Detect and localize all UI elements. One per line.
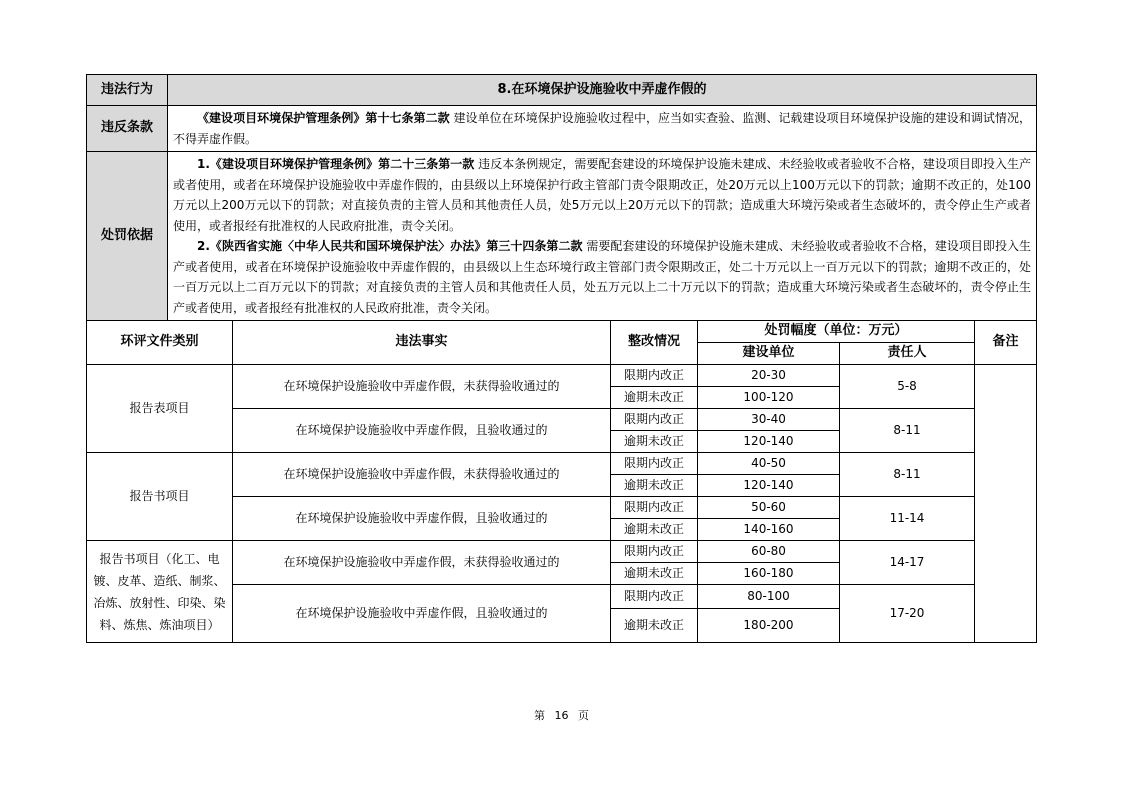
basis-text: 需要配套建设的环境保护设施未建成、未经验收或者验收不合格，建设项目即投入生产或者使用，或者在环境保护设施验收中弄虚作假的，由县级以上生态环境行政主管部门责令限期改正，处二十万元以上一百万元以下的罚款；逾期不改正的，处一百万元以上二百万元以下的罚款；对直接负责的主管人员和其他责任人员，处五万元以上二十万元以下的罚款；造成重大环境污染或者生态破坏的，责令停止生产或者使用，或者报经有批准权的人民政府批准，责令关闭。 <box>173 239 1031 315</box>
rectify-cell: 逾期未改正 <box>611 475 698 497</box>
fact-cell: 在环境保护设施验收中弄虚作假，且验收通过的 <box>233 497 611 541</box>
clause-content <box>168 106 1037 152</box>
rectify-cell: 限期内改正 <box>611 365 698 387</box>
unit-range-cell: 80-100 <box>698 585 840 609</box>
page-footer <box>0 707 1123 723</box>
table-row <box>87 365 1037 387</box>
unit-range-cell: 100-120 <box>698 387 840 409</box>
unit-range-cell: 30-40 <box>698 409 840 431</box>
basis-item <box>173 154 1031 236</box>
person-range-cell: 11-14 <box>840 497 975 541</box>
header-range: 处罚幅度（单位：万元） <box>698 321 975 343</box>
fact-cell: 在环境保护设施验收中弄虚作假，未获得验收通过的 <box>233 541 611 585</box>
violation-info-table <box>86 74 1037 321</box>
violation-label: 违法行为 <box>87 75 168 106</box>
table-row <box>87 453 1037 475</box>
rectify-cell: 限期内改正 <box>611 497 698 519</box>
basis-ref: 1.《建设项目环境保护管理条例》第二十三条第一款 <box>197 157 475 171</box>
footer-suffix: 页 <box>578 709 589 722</box>
category-cell: 报告书项目（化工、电镀、皮革、造纸、制浆、冶炼、放射性、印染、染料、炼焦、炼油项目） <box>87 541 233 643</box>
person-range-cell: 17-20 <box>840 585 975 643</box>
fact-cell: 在环境保护设施验收中弄虚作假，未获得验收通过的 <box>233 365 611 409</box>
header-unit: 建设单位 <box>698 343 840 365</box>
rectify-cell: 限期内改正 <box>611 453 698 475</box>
category-cell: 报告书项目 <box>87 453 233 541</box>
rectify-cell: 逾期未改正 <box>611 519 698 541</box>
unit-range-cell: 50-60 <box>698 497 840 519</box>
fact-cell: 在环境保护设施验收中弄虚作假，未获得验收通过的 <box>233 453 611 497</box>
person-range-cell: 5-8 <box>840 365 975 409</box>
table-row <box>87 541 1037 563</box>
document-page <box>86 74 1036 643</box>
rectify-cell: 限期内改正 <box>611 541 698 563</box>
unit-range-cell: 180-200 <box>698 609 840 643</box>
person-range-cell: 8-11 <box>840 409 975 453</box>
header-person: 责任人 <box>840 343 975 365</box>
violation-title: 8.在环境保护设施验收中弄虚作假的 <box>168 75 1037 106</box>
basis-content <box>168 152 1037 321</box>
fact-cell: 在环境保护设施验收中弄虚作假，且验收通过的 <box>233 585 611 643</box>
note-cell <box>975 365 1037 643</box>
fact-cell: 在环境保护设施验收中弄虚作假，且验收通过的 <box>233 409 611 453</box>
footer-prefix: 第 <box>534 709 545 722</box>
clause-ref: 《建设项目环境保护管理条例》第十七条第二款 <box>197 111 450 125</box>
unit-range-cell: 20-30 <box>698 365 840 387</box>
rectify-cell: 逾期未改正 <box>611 387 698 409</box>
page-number: 16 <box>554 709 569 722</box>
header-category: 环评文件类别 <box>87 321 233 365</box>
penalty-range-table <box>86 320 1037 643</box>
header-note: 备注 <box>975 321 1037 365</box>
unit-range-cell: 40-50 <box>698 453 840 475</box>
rectify-cell: 限期内改正 <box>611 585 698 609</box>
unit-range-cell: 60-80 <box>698 541 840 563</box>
clause-text: 建设单位在环境保护设施验收过程中，应当如实查验、监测、记载建设项目环境保护设施的建设和调试情况，不得弄虚作假。 <box>173 111 1031 146</box>
rectify-cell: 逾期未改正 <box>611 609 698 643</box>
basis-ref: 2.《陕西省实施〈中华人民共和国环境保护法〉办法》第三十四条第二款 <box>197 239 583 253</box>
header-rectify: 整改情况 <box>611 321 698 365</box>
rectify-cell: 限期内改正 <box>611 409 698 431</box>
person-range-cell: 8-11 <box>840 453 975 497</box>
basis-item <box>173 236 1031 318</box>
clause-label: 违反条款 <box>87 106 168 152</box>
unit-range-cell: 160-180 <box>698 563 840 585</box>
unit-range-cell: 140-160 <box>698 519 840 541</box>
basis-label: 处罚依据 <box>87 152 168 321</box>
category-cell: 报告表项目 <box>87 365 233 453</box>
basis-text: 违反本条例规定，需要配套建设的环境保护设施未建成、未经验收或者验收不合格，建设项目即投入生产或者使用，或者在环境保护设施验收中弄虚作假的，由县级以上环境保护行政主管部门责令限期改正，处20万元以上100万元以下的罚款；逾期不改正的，处100万元以上200万元以下的罚款；对直接负责的主管人员和其他责任人员，处5万元以上20万元以下的罚款；造成重大环境污染或者生态破坏的，责令停止生产或者使用，或者报经有批准权的人民政府批准，责令关闭。 <box>173 157 1031 233</box>
unit-range-cell: 120-140 <box>698 475 840 497</box>
rectify-cell: 逾期未改正 <box>611 563 698 585</box>
unit-range-cell: 120-140 <box>698 431 840 453</box>
person-range-cell: 14-17 <box>840 541 975 585</box>
rectify-cell: 逾期未改正 <box>611 431 698 453</box>
header-facts: 违法事实 <box>233 321 611 365</box>
